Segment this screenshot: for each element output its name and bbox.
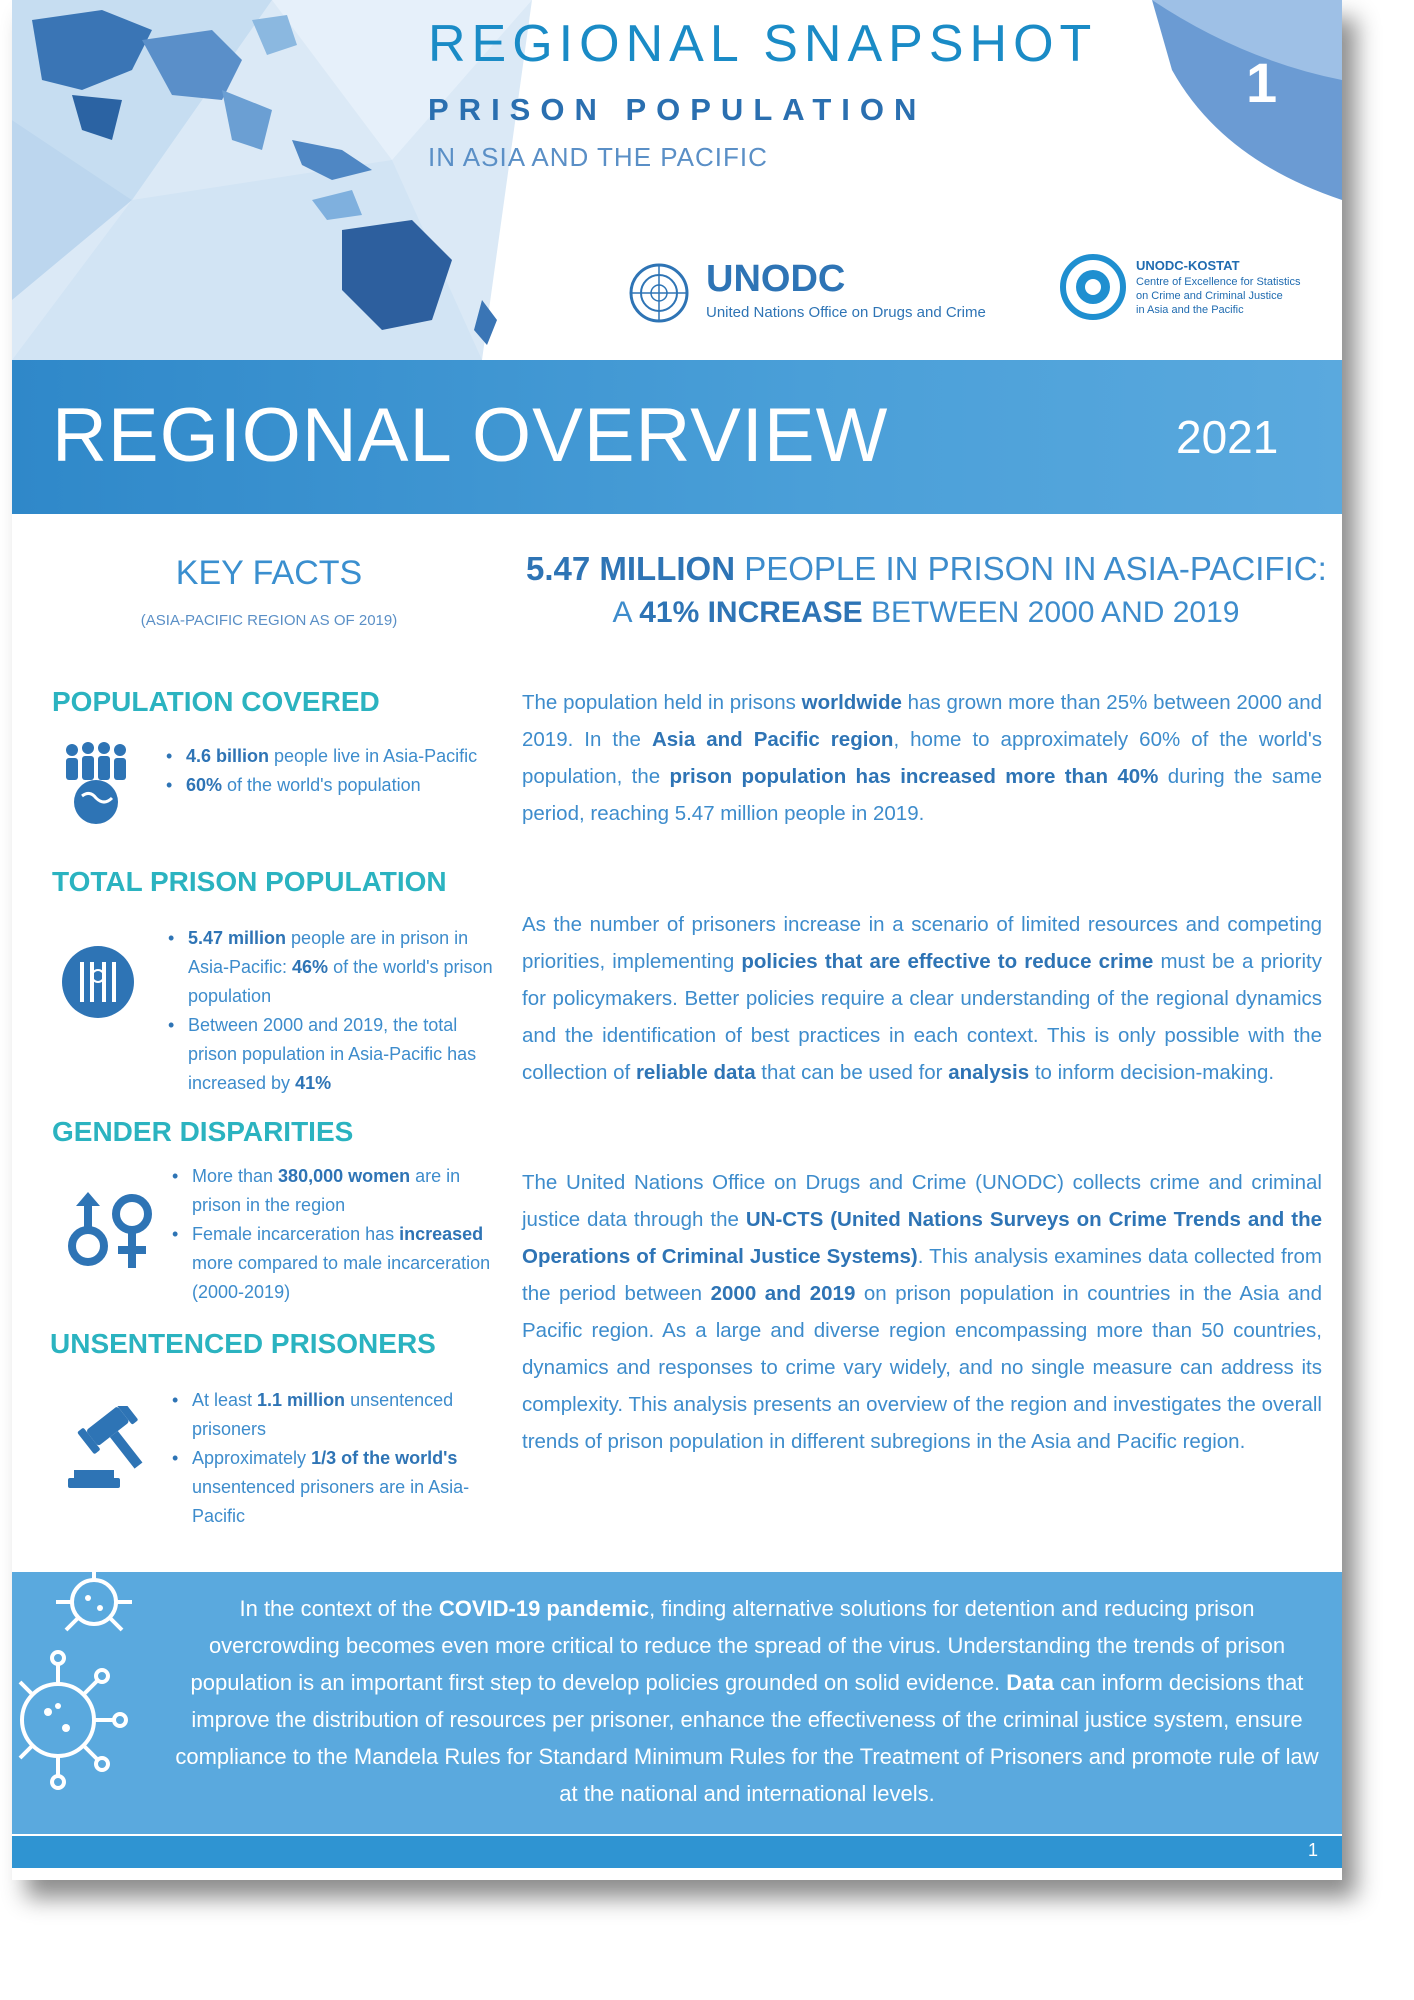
banner-year: 2021 xyxy=(1176,411,1279,463)
list-item: • Approximately 1/3 of the world's unsentenced prisoners are in Asia-Pacific xyxy=(168,1444,488,1531)
gender-facts-list xyxy=(168,1162,502,1307)
kostat-emblem-icon xyxy=(1060,254,1126,320)
header xyxy=(12,0,1342,360)
gavel-icon xyxy=(68,1406,164,1490)
prison-facts-list xyxy=(164,924,494,1098)
population-facts-list xyxy=(162,742,492,800)
list-item: • At least 1.1 million unsentenced prisoners xyxy=(168,1386,488,1444)
kostat-line-3: in Asia and the Pacific xyxy=(1136,304,1244,316)
footer-bar xyxy=(12,1836,1342,1868)
key-facts-subtitle: (ASIA-PACIFIC REGION AS OF 2019) xyxy=(140,612,398,629)
headline-line-1: 5.47 MILLION PEOPLE IN PRISON IN ASIA-PACIFIC: xyxy=(526,550,1327,587)
list-item: • More than 380,000 women are in prison in the region xyxy=(168,1162,502,1220)
prison-bars-icon xyxy=(60,944,136,1020)
paragraph-1: The population held in prisons worldwide has grown more than 25% between 2000 and 2019. In the Asia and Pacific region, home to approximately 60% of the world's population, the prison population has increased more than 40% during the same period, reaching 5.47 million people in 2019. xyxy=(522,691,1322,825)
list-item: • 4.6 billion people live in Asia-Pacific xyxy=(162,742,492,771)
kostat-logo xyxy=(1060,252,1330,332)
section-heading-gender: GENDER DISPARITIES xyxy=(52,1116,354,1147)
covid-text: In the context of the COVID-19 pandemic, finding alternative solutions for detention and reducing prison overcrowding becomes even more critical to reduce the spread of the virus. Understanding the trends of prison population is an important first step to develop policies grounded on solid evidence. Data can inform decisions that improve the distribution of resources per prisoner, enhance the effectiveness of the criminal justice system, ensure compliance to the Mandela Rules for Standard Minimum Rules for the Treatment of Prisoners and promote rule of law at the national and international levels. xyxy=(175,1596,1319,1806)
unodc-name: UNODC xyxy=(706,258,846,300)
gender-symbols-icon xyxy=(62,1190,162,1274)
kostat-line-2: on Crime and Criminal Justice xyxy=(1136,290,1283,302)
banner-title: REGIONAL OVERVIEW xyxy=(52,393,889,478)
headline-line-2: A 41% INCREASE BETWEEN 2000 AND 2019 xyxy=(612,596,1240,629)
virus-icon xyxy=(12,1572,172,1834)
header-title: REGIONAL SNAPSHOT xyxy=(428,15,1098,73)
list-item: • 5.47 million people are in prison in Asia-Pacific: 46% of the world's prison population xyxy=(164,924,494,1011)
section-heading-unsentenced: UNSENTENCED PRISONERS xyxy=(50,1328,436,1359)
un-emblem-icon xyxy=(624,258,694,328)
snapshot-number: 1 xyxy=(1246,51,1278,114)
unodc-logo xyxy=(624,258,994,328)
paragraph-3: The United Nations Office on Drugs and Crime (UNODC) collects crime and criminal justice data through the UN-CTS (United Nations Surveys on Crime Trends and the Operations of Criminal Justice Systems). This analysis examines data collected from the period between 2000 and 2019 on prison population in countries in the Asia and Pacific region. As a large and diverse region encompassing more than 50 countries, dynamics and responses to crime vary widely, and no single measure can address its complexity. This analysis presents an overview of the region and investigates the overall trends of prison population in different subregions in the Asia and Pacific region. xyxy=(522,1171,1322,1453)
section-heading-prison: TOTAL PRISON POPULATION xyxy=(52,866,447,897)
list-item: • 60% of the world's population xyxy=(162,771,492,800)
kostat-name: UNODC-KOSTAT xyxy=(1136,258,1240,273)
list-item: • Between 2000 and 2019, the total prison population in Asia-Pacific has increased by 41% xyxy=(164,1011,494,1098)
list-item: • Female incarceration has increased more compared to male incarceration (2000-2019) xyxy=(168,1220,502,1307)
kostat-line-1: Centre of Excellence for Statistics xyxy=(1136,276,1301,288)
unsentenced-facts-list xyxy=(168,1386,488,1531)
paragraph-2: As the number of prisoners increase in a scenario of limited resources and competing priorities, implementing policies that are effective to reduce crime must be a priority for policymakers. Better policies require a clear understanding of the regional dynamics and the identification of best practices in each context. This is only possible with the collection of reliable data that can be used for analysis to inform decision-making. xyxy=(522,913,1323,1084)
header-region: IN ASIA AND THE PACIFIC xyxy=(428,142,768,172)
header-corner-graphic xyxy=(1112,0,1342,200)
header-subtitle: PRISON POPULATION xyxy=(428,92,927,127)
unodc-fullname: United Nations Office on Drugs and Crime xyxy=(706,304,986,321)
key-facts-title: KEY FACTS xyxy=(175,554,363,592)
document-page xyxy=(12,0,1342,1880)
footer-page-number: 1 xyxy=(1308,1840,1319,1860)
section-heading-population: POPULATION COVERED xyxy=(52,686,380,717)
people-globe-icon xyxy=(56,740,136,826)
